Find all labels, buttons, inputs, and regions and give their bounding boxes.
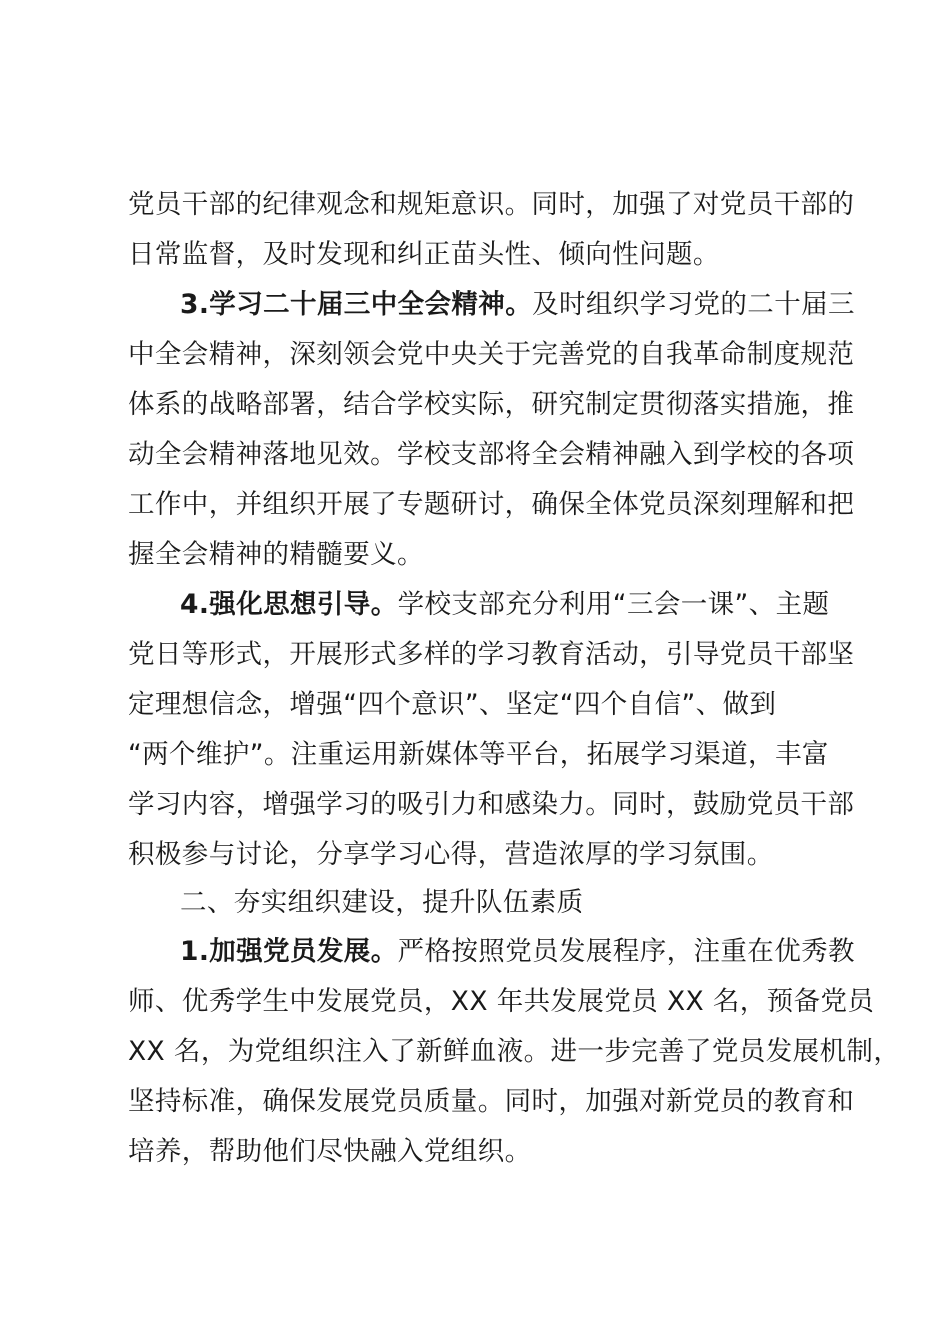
text-line: 党日等形式，开展形式多样的学习教育活动，引导党员干部坚 xyxy=(128,639,855,670)
text-line: 日常监督，及时发现和纠正苗头性、倾向性问题。 xyxy=(128,239,720,270)
text-line: 学习内容，增强学习的吸引力和感染力。同时，鼓励党员干部 xyxy=(128,789,855,820)
text-line: 体系的战略部署，结合学校实际，研究制定贯彻落实措施，推 xyxy=(128,389,855,420)
text-line: 党员干部的纪律观念和规矩意识。同时，加强了对党员干部的 xyxy=(128,189,855,220)
text-line: XX 名，为党组织注入了新鲜血液。进一步完善了党员发展机制， xyxy=(128,1036,901,1067)
paragraph-first-line xyxy=(180,927,855,977)
text-line: 积极参与讨论，分享学习心得，营造浓厚的学习氛围。 xyxy=(128,839,774,870)
paragraph-first-line xyxy=(180,280,855,330)
text-line: 工作中，并组织开展了专题研讨，确保全体党员深刻理解和把 xyxy=(128,489,855,520)
paragraph-text: 严格按照党员发展程序，注重在优秀教 xyxy=(397,936,855,967)
text-line: 坚持标准，确保发展党员质量。同时，加强对新党员的教育和 xyxy=(128,1086,855,1117)
text-line: 动全会精神落地见效。学校支部将全会精神融入到学校的各项 xyxy=(128,439,855,470)
text-line: 定理想信念，增强“四个意识”、坚定“四个自信”、做到 xyxy=(128,689,777,720)
text-line: 中全会精神，深刻领会党中央关于完善党的自我革命制度规范 xyxy=(128,339,855,370)
paragraph-heading: 1.加强党员发展。 xyxy=(180,936,398,967)
paragraph-text: 及时组织学习党的二十届三 xyxy=(532,289,855,320)
paragraph-first-line xyxy=(180,580,829,630)
paragraph-text: 学校支部充分利用“三会一课”、主题 xyxy=(397,589,830,620)
text-line: 握全会精神的精髓要义。 xyxy=(128,539,424,570)
paragraph-heading: 3.学习二十届三中全会精神。 xyxy=(180,289,533,320)
text-line: 培养，帮助他们尽快融入党组织。 xyxy=(128,1136,532,1167)
text-line: 师、优秀学生中发展党员，XX 年共发展党员 XX 名，预备党员 xyxy=(128,986,875,1017)
section-heading: 二、夯实组织建设，提升队伍素质 xyxy=(180,887,584,918)
text-line: “两个维护”。注重运用新媒体等平台，拓展学习渠道，丰富 xyxy=(128,739,829,770)
paragraph-heading: 4.强化思想引导。 xyxy=(180,589,398,620)
